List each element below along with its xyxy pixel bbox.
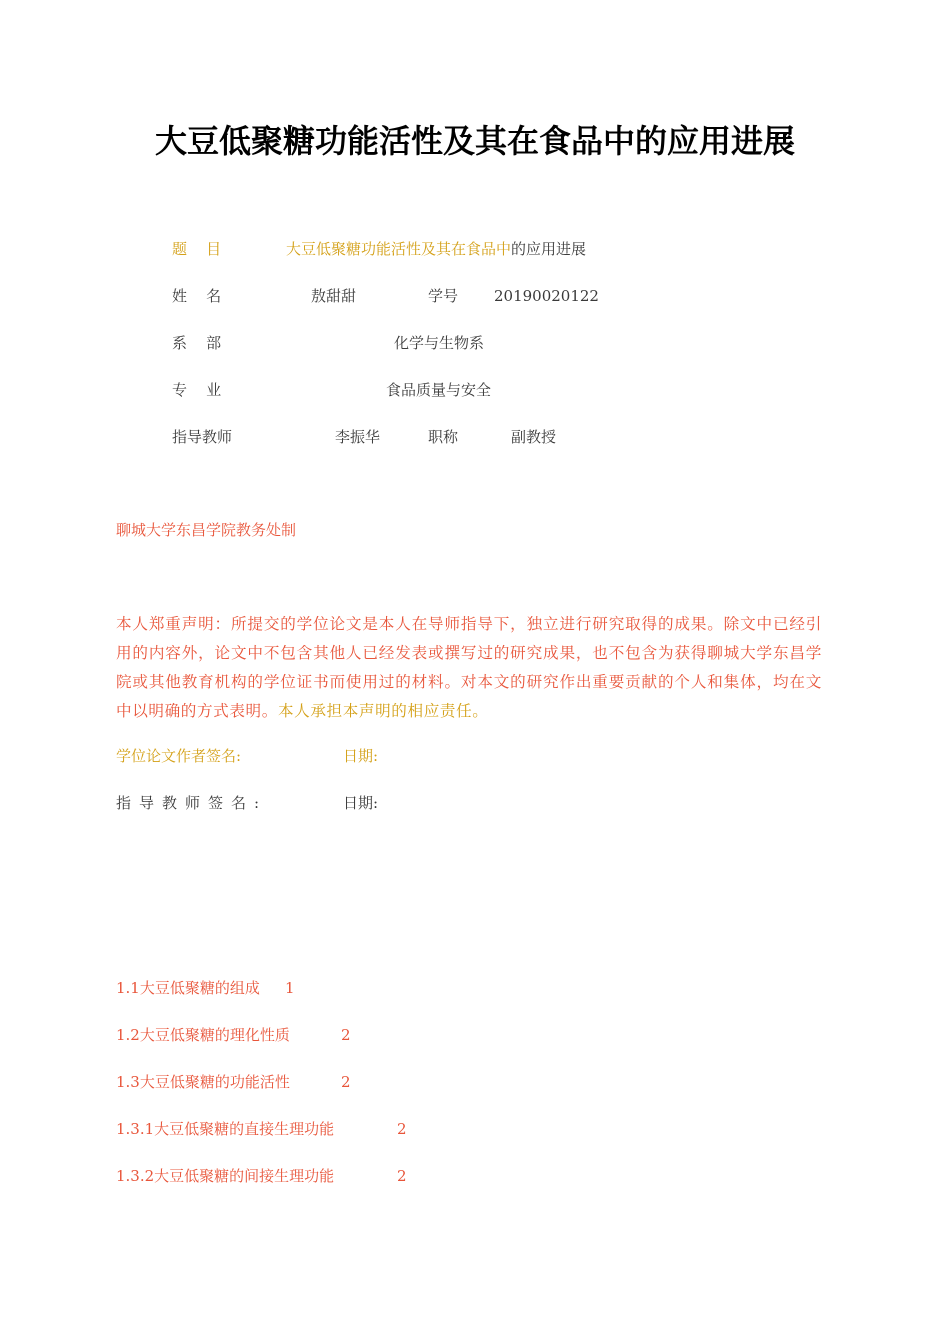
toc-item-page: 2: [341, 1073, 351, 1091]
declaration-main: 本人郑重声明：所提交的学位论文是本人在导师指导下，独立进行研究取得的成果。除文中已经引用的内容外，论文中不包含其他人已经发表或撰写过的研究成果，也不包含为获得聊城大学东昌学院或其他教育机构的学位证书而使用过的材料。对本文的研究作出重要贡献的个人和集体，均在文中以明确的方式表明。: [116, 615, 822, 720]
toc-item[interactable]: [116, 1166, 407, 1186]
topic-label: 题 目: [172, 240, 222, 258]
toc-item-page: 1: [285, 979, 295, 997]
topic-value-rest: 的应用进展: [511, 240, 587, 258]
dept-value: 化学与生物系: [394, 334, 485, 352]
student-id-value: 20190020122: [494, 287, 599, 305]
advisor-label: 指导教师: [172, 428, 233, 446]
toc-item-page: 2: [397, 1167, 407, 1185]
toc-item-page: 2: [341, 1026, 351, 1044]
author-date-label: 日期:: [343, 747, 379, 765]
topic-value: [286, 239, 586, 259]
toc-item-page: 2: [397, 1120, 407, 1138]
toc-item[interactable]: [116, 1025, 351, 1045]
major-value: 食品质量与安全: [386, 381, 492, 399]
toc-item-text: 1.1大豆低聚糖的组成: [116, 979, 260, 997]
toc-item[interactable]: [116, 1072, 351, 1092]
toc-item-text: 1.3.2大豆低聚糖的间接生理功能: [116, 1167, 335, 1185]
toc-item-text: 1.2大豆低聚糖的理化性质: [116, 1026, 290, 1044]
title-label: 职称: [428, 428, 459, 446]
author-signature-label: 学位论文作者签名:: [116, 747, 242, 765]
topic-value-highlight: 大豆低聚糖功能活性及其在食品中: [286, 240, 512, 258]
dept-label: 系 部: [172, 334, 222, 352]
toc-item[interactable]: [116, 1119, 407, 1139]
title-value: 副教授: [511, 428, 557, 446]
document-title: 大豆低聚糖功能活性及其在食品中的应用进展: [154, 122, 795, 160]
declaration-tail: 本人承担本声明的相应责任。: [277, 702, 489, 720]
toc-item-text: 1.3.1大豆低聚糖的直接生理功能: [116, 1120, 335, 1138]
name-label: 姓 名: [172, 287, 222, 305]
issuer-text: 聊城大学东昌学院教务处制: [116, 521, 297, 539]
toc-item-text: 1.3大豆低聚糖的功能活性: [116, 1073, 290, 1091]
declaration-paragraph: [116, 610, 822, 726]
toc-item[interactable]: [116, 978, 295, 998]
advisor-value: 李振华: [335, 428, 381, 446]
major-label: 专 业: [172, 381, 222, 399]
name-value: 敖甜甜: [311, 287, 357, 305]
student-id-label: 学号: [428, 287, 459, 305]
advisor-signature-label: 指导教师签名:: [116, 794, 268, 812]
advisor-date-label: 日期:: [343, 794, 379, 812]
